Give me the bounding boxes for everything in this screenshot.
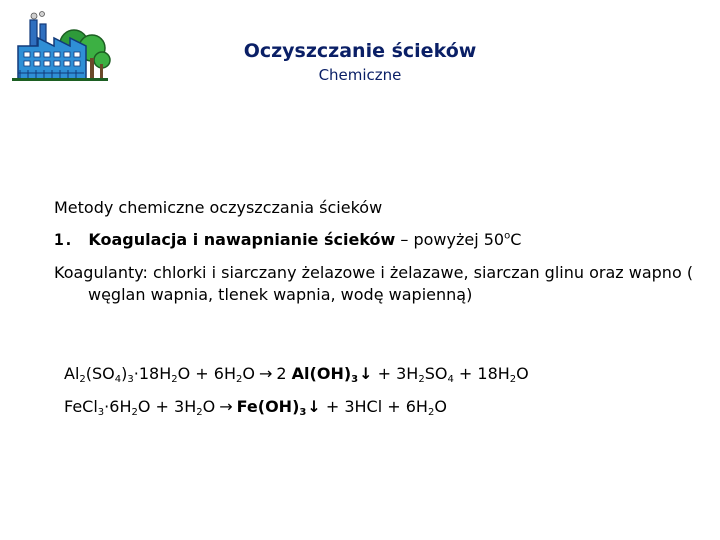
reaction-arrow-icon: → xyxy=(258,364,273,383)
list-item-coagulation xyxy=(54,230,521,249)
eq-sub: 3 xyxy=(97,407,105,418)
reaction-arrow-icon: → xyxy=(219,397,233,416)
eq-sub: 2 xyxy=(171,374,178,385)
page-title: Oczyszczanie ścieków xyxy=(243,40,477,62)
equation-iron xyxy=(64,397,447,416)
eq-sub: 4 xyxy=(447,374,454,385)
eq-part: O xyxy=(137,397,151,416)
eq-part: SO xyxy=(424,364,448,383)
eq-part: (SO xyxy=(85,364,115,383)
eq-sub: 2 xyxy=(418,374,425,385)
intro-text: Metody chemiczne oczyszczania ścieków xyxy=(54,198,383,217)
eq-part: Al xyxy=(64,364,80,383)
precipitate-arrow-icon: ↓ xyxy=(307,397,321,416)
eq-sub: 2 xyxy=(131,407,138,418)
eq-part: O xyxy=(242,364,255,383)
eq-part: O xyxy=(177,364,191,383)
equation-aluminium xyxy=(64,364,529,383)
list-item-bold-text: Koagulacja i nawapnianie ścieków xyxy=(88,230,396,249)
eq-sub: 3 xyxy=(299,407,307,418)
eq-part: ) xyxy=(121,364,128,383)
eq-sub: 3 xyxy=(127,374,134,385)
precipitate-arrow-icon: ↓ xyxy=(359,364,373,383)
list-item-number: 1. xyxy=(54,230,74,249)
eq-part: FeCl xyxy=(64,397,98,416)
eq-part: 6H xyxy=(109,397,132,416)
page-subtitle: Chemiczne xyxy=(318,66,402,84)
eq-sub: 2 xyxy=(509,374,517,385)
eq-sub: 2 xyxy=(427,407,435,418)
eq-part: + 6H xyxy=(190,364,237,383)
eq-part: O xyxy=(434,397,447,416)
temperature-unit: C xyxy=(510,230,522,249)
degree-mark: o xyxy=(504,230,511,242)
eq-dot: · xyxy=(104,397,110,416)
eq-part: O xyxy=(202,397,216,416)
eq-part: + 3HCl + 6H xyxy=(320,397,428,416)
eq-precipitate: Fe(OH) xyxy=(236,397,300,416)
eq-part: + 3H xyxy=(372,364,419,383)
eq-precipitate: Al(OH) xyxy=(291,364,352,383)
eq-sub: 2 xyxy=(79,374,86,385)
eq-part: + 3H xyxy=(150,397,197,416)
eq-sub: 4 xyxy=(114,374,122,385)
eq-coefficient: 2 xyxy=(276,364,287,383)
eq-dot: · xyxy=(133,364,139,383)
eq-part: O xyxy=(516,364,529,383)
eq-part: + 18H xyxy=(453,364,510,383)
eq-part: 18H xyxy=(138,364,172,383)
coagulants-text: Koagulanty: chlorki i siarczany żelazowe i żelazawe, siarczan glinu oraz wapno ( węglan wapnia, tlenek wapnia, wodę wapienną) xyxy=(54,263,694,304)
list-item-rest-text: – powyżej 50 xyxy=(395,230,505,249)
eq-sub: 2 xyxy=(196,407,203,418)
eq-sub: 3 xyxy=(351,374,359,385)
eq-sub: 2 xyxy=(236,374,243,385)
